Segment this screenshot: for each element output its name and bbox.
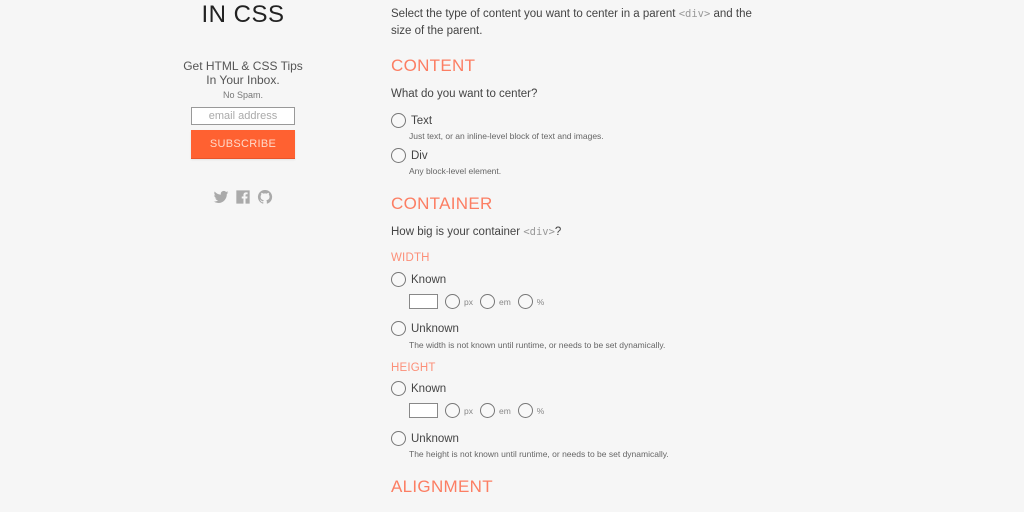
height-percent-radio[interactable] xyxy=(518,403,533,418)
width-unit-row xyxy=(409,294,544,309)
content-option-div[interactable] xyxy=(391,148,428,163)
height-px-label: px xyxy=(464,405,473,416)
width-em-label: em xyxy=(498,296,511,307)
width-known-label: Known xyxy=(411,273,447,286)
width-unknown-radio[interactable] xyxy=(391,321,406,336)
div-option-label: Div xyxy=(411,149,428,162)
height-unknown-radio[interactable] xyxy=(391,431,406,446)
container-section-title: CONTAINER xyxy=(391,194,493,213)
width-unknown-description: The width is not known until runtime, or needs to be set dynamically. xyxy=(409,340,666,350)
brand-title: IN CSS xyxy=(201,1,285,28)
no-spam-note: No Spam. xyxy=(222,90,264,100)
content-section-title: CONTENT xyxy=(391,56,476,75)
width-em-radio[interactable] xyxy=(480,294,495,309)
width-unknown-option[interactable] xyxy=(391,321,459,336)
newsletter-heading-line2: In Your Inbox. xyxy=(206,73,280,87)
width-px-radio[interactable] xyxy=(445,294,460,309)
height-known-option[interactable] xyxy=(391,381,446,396)
content-question: What do you want to center? xyxy=(391,88,538,100)
content-option-text[interactable] xyxy=(391,113,432,128)
height-unit-row xyxy=(409,403,544,418)
height-subtitle: HEIGHT xyxy=(391,362,436,374)
height-unknown-description: The height is not known until runtime, or needs to be set dynamically. xyxy=(409,449,669,459)
alignment-section-title: ALIGNMENT xyxy=(391,477,493,496)
width-value-input[interactable] xyxy=(409,294,438,309)
text-option-label: Text xyxy=(411,114,433,127)
container-question: How big is your container <div>? xyxy=(391,226,562,238)
width-px-label: px xyxy=(464,296,473,307)
intro-text: Select the type of content you want to center in a parent <div> and the size of the parent. xyxy=(391,8,752,37)
width-subtitle: WIDTH xyxy=(391,252,430,264)
facebook-icon[interactable] xyxy=(235,189,251,205)
twitter-icon[interactable] xyxy=(213,189,229,205)
subscribe-button[interactable]: SUBSCRIBE xyxy=(191,130,295,159)
width-percent-radio[interactable] xyxy=(518,294,533,309)
width-known-radio[interactable] xyxy=(391,272,406,287)
newsletter-heading xyxy=(176,59,310,87)
div-radio[interactable] xyxy=(391,148,406,163)
text-option-description: Just text, or an inline-level block of text and images. xyxy=(409,131,604,141)
width-unknown-label: Unknown xyxy=(411,322,459,335)
height-px-radio[interactable] xyxy=(445,403,460,418)
github-icon[interactable] xyxy=(257,189,273,205)
text-radio[interactable] xyxy=(391,113,406,128)
div-code: <div> xyxy=(523,226,555,238)
height-em-radio[interactable] xyxy=(480,403,495,418)
height-known-label: Known xyxy=(411,382,447,395)
height-value-input[interactable] xyxy=(409,403,438,418)
div-code: <div> xyxy=(678,8,711,20)
social-links xyxy=(213,189,273,205)
width-percent-label: % xyxy=(536,296,545,307)
height-unknown-option[interactable] xyxy=(391,431,459,446)
height-percent-label: % xyxy=(536,405,545,416)
width-known-option[interactable] xyxy=(391,272,446,287)
newsletter-heading-line1: Get HTML & CSS Tips xyxy=(183,59,303,73)
div-option-description: Any block-level element. xyxy=(409,166,502,176)
height-em-label: em xyxy=(498,405,511,416)
height-known-radio[interactable] xyxy=(391,381,406,396)
email-input[interactable] xyxy=(191,107,295,125)
height-unknown-label: Unknown xyxy=(411,432,459,445)
